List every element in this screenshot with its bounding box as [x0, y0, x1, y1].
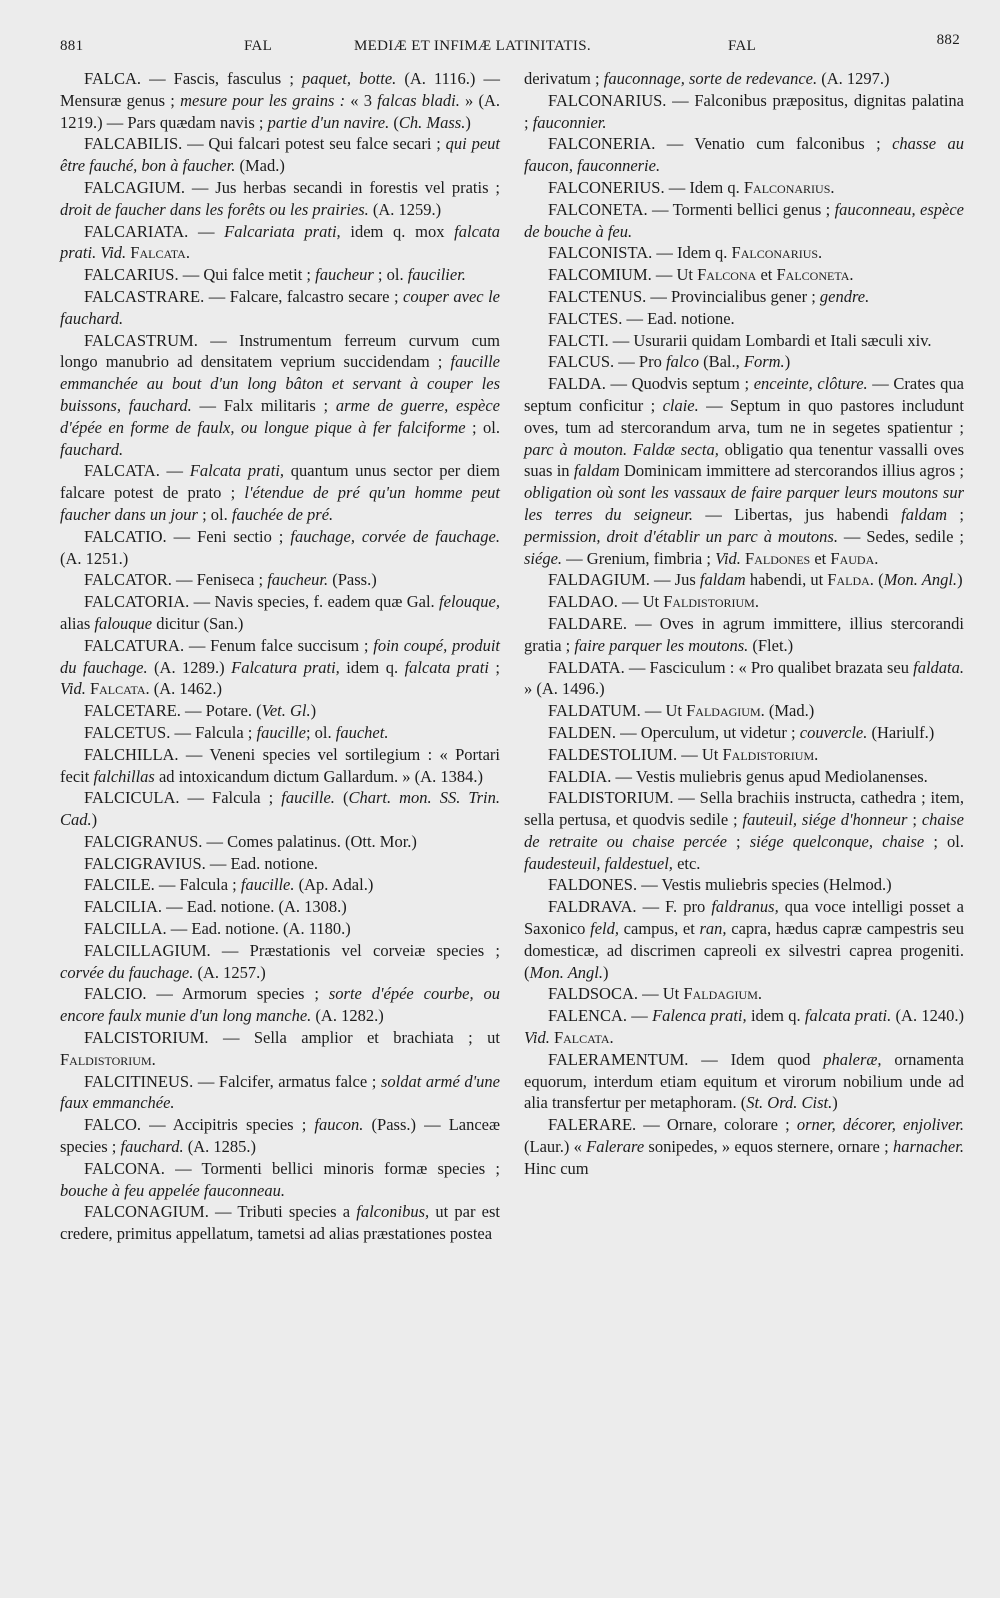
dictionary-entry — [60, 264, 500, 286]
entry-text: (A. 1116.) — Mensuræ genus ; — [60, 69, 500, 110]
dictionary-entry — [60, 286, 500, 330]
entry-cross-reference: Falconeta. — [776, 265, 854, 285]
entry-text-italic: fauconnier. — [532, 112, 607, 132]
header-title: MEDIÆ ET INFIMÆ LATINITATIS. — [354, 38, 591, 54]
entry-text: Dominicam immittere ad stercorandos illius agros ; — [619, 461, 965, 481]
entry-text: et — [810, 548, 831, 568]
entry-text: quantum unus sector per diem falcare potest de prato ; — [60, 461, 501, 503]
entry-text-italic: falchillas — [93, 766, 155, 786]
entry-text: FALCOMIUM. — Ut — [548, 265, 698, 285]
entry-text: FALCARIUS. — Qui falce metit ; — [84, 265, 316, 285]
entry-text: FALCATORIA. — Navis species, f. eadem quæ Gal. — [84, 592, 440, 612]
entry-text-italic: fauchard. — [120, 1137, 184, 1157]
entry-text: ; — [726, 831, 750, 851]
entry-text-italic: faldam — [901, 504, 948, 524]
dictionary-entry — [60, 853, 500, 875]
entry-text-italic: Vet. Gl. — [261, 701, 311, 721]
entry-text: FALCILLAGIUM. — Præstationis vel corveiæ species ; — [84, 940, 500, 960]
entry-text: FALCHILLA. — Veneni species vel sortilegium : « Portari fecit — [60, 744, 500, 786]
dictionary-entry — [524, 983, 964, 1005]
dictionary-entry — [60, 1114, 500, 1158]
entry-cross-reference: Falcata. — [553, 1028, 614, 1048]
entry-text-italic: qui peut être fauché, bon à faucher. — [60, 134, 500, 176]
entry-text-italic: orner, décorer, enjoliver. — [796, 1115, 964, 1135]
dictionary-entry — [60, 787, 500, 831]
entry-text: FALCITINEUS. — Falcifer, armatus falce ; — [84, 1071, 381, 1091]
entry-text: FALCILIA. — Ead. notione. (A. 1308.) — [84, 897, 347, 917]
entry-text-italic: faldranus, — [711, 897, 779, 917]
entry-text-italic: harnacher. — [892, 1137, 964, 1157]
entry-text: FALERARE. — Ornare, colorare ; — [548, 1115, 797, 1135]
entry-text: (Hariulf.) — [867, 722, 935, 742]
running-header — [60, 32, 960, 68]
entry-text: FALCABILIS. — Qui falcari potest seu falce secari ; — [84, 134, 446, 154]
entry-text: FALCTENUS. — Provincialibus gener ; — [548, 286, 820, 306]
entry-text: — Libertas, jus habendi — [693, 504, 902, 524]
entry-text-italic: chasse au faucon, fauconnerie. — [524, 134, 964, 176]
entry-text-italic: Falcata prati, — [189, 461, 285, 481]
entry-text: alias — [60, 613, 95, 633]
entry-text: ) — [784, 352, 791, 372]
entry-text: ad intoxicandum dictum Gallardum. » (A. 1384.) — [154, 766, 483, 786]
entry-text-italic: falco — [665, 352, 699, 372]
dictionary-entry — [60, 591, 500, 635]
entry-cross-reference: Faldagium. — [683, 984, 763, 1004]
entry-text: idem q. — [339, 657, 405, 677]
entry-text-italic: fauconneau, espèce de bouche à feu. — [524, 199, 964, 241]
dictionary-entry — [60, 896, 500, 918]
entry-text-italic: faucille emmanchée au bout d'un long bâton et servant à couper les buissons, fauchard. — [60, 352, 500, 415]
entry-text: (A. 1257.) — [193, 962, 266, 982]
dictionary-entry — [524, 286, 964, 308]
entry-text: (Mad.) — [764, 701, 815, 721]
entry-text: Hinc cum — [524, 1158, 589, 1178]
entry-cross-reference: Faldistorium. — [60, 1049, 156, 1069]
entry-text-italic: droit de faucher dans les forêts ou les prairies. — [60, 199, 369, 219]
left-column — [60, 68, 500, 1245]
entry-text: FALERAMENTUM. — Idem quod — [548, 1049, 824, 1069]
entry-text: habendi, ut — [745, 570, 828, 590]
entry-text: FALCONAGIUM. — Tributi species a — [84, 1202, 357, 1222]
entry-text: FALDRAVA. — F. pro — [548, 897, 712, 917]
entry-text-italic: faldam — [573, 461, 620, 481]
entry-text: FALCATA. — — [84, 461, 190, 481]
entry-text: ; — [907, 810, 922, 830]
dictionary-entry — [524, 722, 964, 744]
entry-text-italic: falcata prati — [404, 657, 489, 677]
entry-text: FALCETARE. — Potare. ( — [84, 701, 262, 721]
entry-text: » (A. 1219.) — Pars quædam navis ; — [60, 90, 501, 132]
dictionary-entry — [60, 1201, 500, 1245]
dictionary-entry — [524, 787, 964, 874]
entry-text: FALCONARIUS. — Falconibus præpositus, dignitas palatina ; — [524, 90, 964, 132]
entry-text: FALCTES. — Ead. notione. — [548, 308, 735, 328]
entry-text: FALDARE. — Oves in agrum immittere, illius stercorandi gratia ; — [524, 613, 964, 655]
entry-text: ) — [91, 810, 98, 830]
entry-text-italic: Vid. — [715, 548, 741, 568]
entry-text-italic: falcas bladi. — [377, 90, 460, 110]
entry-text-italic: felouque, — [439, 592, 500, 612]
dictionary-entry — [524, 657, 964, 701]
entry-text-italic: sorte d'épée courbe, ou encore faulx munie d'un long manche. — [60, 984, 500, 1026]
dictionary-entry — [524, 330, 964, 352]
entry-text-italic: bouche à feu appelée fauconneau. — [60, 1180, 285, 1200]
entry-text: FALCASTRARE. — Falcare, falcastro secare ; — [84, 286, 404, 306]
entry-text-italic: fauconnage, sorte de redevance. — [603, 69, 818, 88]
entry-text-italic: falconibus, — [356, 1202, 430, 1222]
dictionary-entry — [524, 591, 964, 613]
entry-text: « 3 — [345, 90, 378, 110]
entry-text: (Bal., — [698, 352, 744, 372]
entry-text: (A. 1289.) — [147, 657, 232, 677]
entry-cross-reference: Falda. — [827, 570, 874, 590]
entry-cross-reference: Falconarius. — [743, 177, 835, 197]
entry-text-italic: faucille. — [281, 788, 335, 808]
entry-text-italic: permission, droit d'établir un parc à moutons. — [524, 526, 838, 546]
entry-text-italic: Mon. Angl. — [883, 570, 958, 590]
entry-text-italic: parc à mouton. Faldæ secta, — [524, 439, 719, 459]
entry-text: ) — [310, 701, 317, 721]
dictionary-entry — [524, 766, 964, 788]
dictionary-entry — [60, 1158, 500, 1202]
entry-text: — Grenium, fimbria ; — [562, 548, 716, 568]
entry-text: dicitur (San.) — [152, 613, 244, 633]
entry-text-italic: fauchage, corvée de fauchage. — [290, 526, 500, 546]
entry-cross-reference: Fauda. — [830, 548, 879, 568]
page-number-right: 882 — [936, 32, 960, 48]
entry-text-italic: Falcatura prati, — [231, 657, 340, 677]
entry-text: FALCA. — Fascis, fasculus ; — [84, 69, 303, 88]
entry-text-italic: falouque — [94, 613, 153, 633]
entry-text-italic: Vid. — [524, 1028, 550, 1048]
dictionary-entry — [524, 613, 964, 657]
dictionary-entry — [60, 831, 500, 853]
header-guide-word-left: FAL — [244, 38, 273, 54]
entry-text-italic: falcata prati. — [804, 1006, 892, 1026]
entry-text-italic: ran, — [699, 919, 727, 939]
entry-text: — Septum in quo pastores includunt oves, tum ad stercorandum arva, tum ne in segetes spatientur ; — [524, 395, 964, 437]
entry-cross-reference: Falcata. — [130, 243, 190, 263]
entry-text: FALDATUM. — Ut — [548, 701, 687, 721]
entry-text-italic: claie. — [662, 395, 699, 415]
dictionary-entry — [524, 1005, 964, 1049]
entry-text-italic: faldata. — [913, 657, 964, 677]
entry-text-italic: faucille — [256, 722, 306, 742]
header-guide-word-right: FAL — [728, 38, 757, 54]
dictionary-entry — [524, 373, 964, 569]
entry-text-italic: faudesteuil, faldestuel, — [524, 853, 673, 873]
entry-text-italic: Falcariata prati, — [224, 221, 341, 241]
dictionary-entry — [524, 874, 964, 896]
entry-text: idem q. mox — [340, 221, 455, 241]
entry-text: FALCICULA. — Falcula ; — [84, 788, 282, 808]
entry-text: ; ol. — [373, 265, 408, 285]
dictionary-entry — [524, 700, 964, 722]
entry-text: ) — [957, 570, 963, 590]
entry-text: FALCATURA. — Fenum falce succisum ; — [84, 635, 374, 655]
entry-text: FALDAO. — Ut — [548, 592, 664, 612]
entry-text-italic: faucon. — [314, 1115, 364, 1135]
entry-cross-reference: Falcata. — [89, 679, 150, 699]
entry-text-italic: fauteuil, siége d'honneur — [742, 810, 908, 830]
entry-text: FALDA. — Quodvis septum ; — [548, 374, 754, 394]
entry-text-italic: enceinte, clôture. — [753, 374, 868, 394]
entry-text: et — [756, 265, 777, 285]
dictionary-entry — [60, 635, 500, 700]
entry-text: (Ap. Adal.) — [294, 875, 374, 895]
entry-text: ( — [334, 788, 349, 808]
entry-text: idem q. — [746, 1006, 805, 1026]
entry-text: FALCONERIUS. — Idem q. — [548, 177, 744, 197]
dictionary-entry — [60, 221, 500, 265]
entry-text: FALDIA. — Vestis muliebris genus apud Mediolanenses. — [548, 766, 928, 786]
entry-text: FALCATIO. — Feni sectio ; — [84, 526, 291, 546]
entry-text-italic: l'étendue de pré qu'un homme peut faucher dans un jour — [60, 483, 501, 524]
entry-text-italic: corvée du fauchage. — [60, 962, 194, 982]
dictionary-entry — [524, 896, 964, 983]
entry-text: (A. 1259.) — [368, 199, 442, 219]
entry-text: (A. 1282.) — [311, 1006, 384, 1026]
entry-text-italic: fauchée de pré. — [231, 504, 334, 524]
entry-cross-reference: Faldistorium. — [722, 744, 819, 764]
entry-text-italic: couvercle. — [799, 722, 868, 742]
entry-text: FALCO. — Accipitris species ; — [84, 1115, 315, 1135]
entry-text: ) — [603, 962, 609, 982]
entry-text-italic: Vid. — [60, 679, 86, 699]
entry-text: (Mad.) — [235, 156, 285, 176]
entry-text: campus, et — [618, 919, 700, 939]
entry-text: FALCISTORIUM. — Sella amplior et brachiata ; ut — [84, 1028, 500, 1048]
dictionary-entry — [60, 1027, 500, 1071]
entry-text-italic: soldat armé d'une faux emmanchée. — [60, 1071, 500, 1113]
dictionary-entry — [524, 199, 964, 243]
entry-text: FALCONERIA. — Venatio cum falconibus ; — [548, 134, 893, 154]
dictionary-entry — [524, 569, 964, 591]
dictionary-entry — [60, 330, 500, 461]
entry-text: — Falx militaris ; — [191, 395, 336, 415]
entry-text-italic: Mon. Angl. — [529, 962, 603, 982]
entry-text: (A. 1240.) — [891, 1006, 964, 1026]
entry-text: FALCILLA. — Ead. notione. (A. 1180.) — [84, 919, 351, 939]
entry-text-italic: Form. — [743, 352, 785, 372]
entry-cross-reference: Faldistorium. — [663, 592, 759, 612]
entry-text: — Sedes, sedile ; — [837, 526, 964, 546]
dictionary-entry — [60, 940, 500, 984]
entry-text: FALDAGIUM. — Jus — [548, 570, 700, 590]
entry-text: FALCATOR. — Feniseca ; — [84, 570, 268, 590]
entry-text: ornamenta equorum, interdum etiam equitum et virorum nobilium unde ad alia transfertur per metaphoram. ( — [524, 1049, 964, 1113]
entry-text: — Crates qua septum conficitur ; — [524, 374, 964, 415]
entry-text-italic: faucille. — [240, 875, 295, 895]
entry-text: FALCARIATA. — — [84, 221, 225, 241]
entry-text-italic: faucheur — [315, 265, 374, 285]
entry-text: FALENCA. — — [548, 1006, 653, 1026]
entry-text-italic: phaleræ, — [823, 1049, 882, 1069]
entry-text: etc. — [672, 853, 701, 873]
dictionary-entry — [60, 918, 500, 940]
entry-text-italic: faucilier. — [407, 265, 466, 285]
dictionary-entry — [524, 242, 964, 264]
entry-text: (A. 1285.) — [183, 1137, 256, 1157]
entry-text: FALDATA. — Fasciculum : « Pro qualibet brazata seu — [548, 657, 914, 677]
entry-text: ; — [488, 657, 500, 677]
entry-text: FALDEN. — Operculum, ut videtur ; — [548, 722, 800, 742]
entry-text: obligatio qua tenentur vassalli oves suas in — [524, 439, 965, 481]
entry-text-italic: siége quelconque, chaise — [749, 831, 925, 851]
entry-text-italic: chaise de retraite ou chaise percée — [524, 810, 964, 851]
entry-text-italic: feld, — [590, 919, 619, 939]
dictionary-entry — [524, 308, 964, 330]
right-column — [524, 68, 964, 1180]
dictionary-entry — [524, 90, 964, 134]
entry-text: ) — [832, 1093, 838, 1113]
entry-text: » (A. 1496.) — [524, 679, 605, 699]
dictionary-entry — [60, 68, 500, 133]
dictionary-entry — [60, 569, 500, 591]
entry-text: (A. 1297.) — [817, 69, 890, 88]
entry-text: capra, hædus capræ campestris seu domesticæ, ad discrimen capreoli ex silvestri caprea progeniti. ( — [524, 919, 965, 982]
entry-text: (A. 1251.) — [60, 548, 129, 568]
entry-text-italic: siége. — [524, 548, 563, 568]
entry-text: FALCETUS. — Falcula ; — [84, 722, 257, 742]
entry-text: ; — [947, 504, 964, 524]
entry-text-italic: St. Ord. Cist. — [746, 1093, 833, 1113]
entry-text: FALCIGRANUS. — Comes palatinus. (Ott. Mor.) — [84, 831, 417, 851]
entry-text-italic: Chart. mon. SS. Trin. Cad. — [60, 788, 501, 830]
entry-text-italic: faldam — [699, 570, 746, 590]
dictionary-entry — [60, 1071, 500, 1115]
dictionary-entry — [60, 744, 500, 788]
entry-text: FALCONISTA. — Idem q. — [548, 243, 732, 263]
dictionary-entry — [524, 177, 964, 199]
entry-text: FALDSOCA. — Ut — [548, 984, 684, 1004]
entry-cross-reference: Faldagium. — [686, 701, 765, 721]
page-number-left: 881 — [60, 38, 84, 54]
entry-text: ( — [873, 570, 884, 590]
entry-text-italic: falcata prati. Vid. — [60, 221, 500, 263]
entry-text-italic: arme de guerre, espèce d'épée en forme de faulx, ou longue pique à fer falciforme — [60, 395, 500, 437]
entry-text: ( — [389, 112, 399, 132]
dictionary-entry — [524, 744, 964, 766]
entry-text: qua voce intelligi posset a Saxonico — [524, 897, 965, 939]
entry-text: ; ol. — [305, 722, 336, 742]
entry-text-italic: couper avec le fauchard. — [60, 286, 500, 328]
entry-text: (A. 1462.) — [149, 679, 223, 699]
entry-text: FALCASTRUM. — Instrumentum ferreum curvum cum longo manubrio ad densitatem veprium succidendam ; — [60, 330, 500, 372]
entry-text: sonipedes, » equos sternere, ornare ; — [644, 1137, 893, 1157]
dictionary-entry — [60, 700, 500, 722]
entry-text-italic: Falerare — [586, 1137, 645, 1157]
entry-text: (Flet.) — [748, 635, 794, 655]
entry-text: ut par est credere, primitus appellatum, tametsi ad alias præstationes postea — [60, 1202, 500, 1244]
dictionary-entry — [60, 722, 500, 744]
entry-text: (Laur.) « — [524, 1137, 587, 1157]
dictionary-entry — [60, 526, 500, 570]
dictionary-entry — [60, 983, 500, 1027]
entry-text: FALDISTORIUM. — Sella brachiis instructa, cathedra ; item, sella pertusa, et quodvis sedile ; — [524, 788, 964, 830]
entry-text: ; ol. — [197, 504, 232, 524]
entry-text-italic: mesure pour les grains : — [180, 90, 346, 110]
entry-text: FALCONA. — Tormenti bellici minoris formæ species ; — [84, 1158, 500, 1178]
entry-text-italic: fauchet. — [335, 722, 389, 742]
entry-text-italic: Ch. Mass. — [398, 112, 466, 132]
entry-continuation — [524, 68, 964, 90]
entry-text: FALCONETA. — Tormenti bellici genus ; — [548, 199, 835, 219]
entry-text: FALCTI. — Usurarii quidam Lombardi et Itali sæculi xiv. — [548, 330, 932, 350]
dictionary-entry — [60, 874, 500, 896]
entry-cross-reference: Faldones — [745, 548, 811, 568]
entry-text: FALCIO. — Armorum species ; — [84, 984, 329, 1004]
dictionary-entry — [524, 133, 964, 177]
dictionary-entry — [60, 177, 500, 221]
entry-text-italic: obligation où sont les vassaux de faire parquer leurs moutons sur les terres du seigneur. — [524, 483, 964, 524]
dictionary-entry — [524, 351, 964, 373]
entry-text-italic: faire parquer les moutons. — [574, 635, 749, 655]
entry-cross-reference: Falconarius. — [731, 243, 823, 263]
entry-text: (Pass.) — [328, 570, 377, 590]
entry-text: FALCUS. — Pro — [548, 352, 666, 372]
entry-text: (Pass.) — Lanceæ species ; — [60, 1115, 500, 1157]
entry-text: ) — [465, 112, 471, 132]
entry-text-italic: fauchard. — [60, 439, 124, 459]
entry-text-italic: faucheur. — [267, 570, 329, 590]
entry-text: FALCAGIUM. — Jus herbas secandi in forestis vel pratis ; — [84, 177, 500, 197]
dictionary-entry — [524, 1114, 964, 1179]
entry-text-italic: paquet, botte. — [302, 69, 397, 88]
dictionary-entry — [60, 133, 500, 177]
entry-text-italic: Falenca prati, — [652, 1006, 747, 1026]
entry-text: FALDONES. — Vestis muliebris species (Helmod.) — [548, 875, 892, 895]
dictionary-entry — [60, 460, 500, 525]
entry-text-italic: gendre. — [819, 286, 870, 306]
entry-text: FALCIGRAVIUS. — Ead. notione. — [84, 853, 319, 873]
entry-text-italic: partie d'un navire. — [267, 112, 390, 132]
entry-text-italic: foin coupé, produit du fauchage. — [60, 635, 500, 677]
entry-text: FALDESTOLIUM. — Ut — [548, 744, 723, 764]
entry-text: derivatum ; — [524, 69, 604, 88]
entry-text: FALCILE. — Falcula ; — [84, 875, 241, 895]
entry-text: ; ol. — [924, 831, 964, 851]
entry-cross-reference: Falcona — [697, 265, 757, 285]
dictionary-entry — [524, 264, 964, 286]
dictionary-entry — [524, 1049, 964, 1114]
entry-text: ; ol. — [465, 417, 500, 437]
